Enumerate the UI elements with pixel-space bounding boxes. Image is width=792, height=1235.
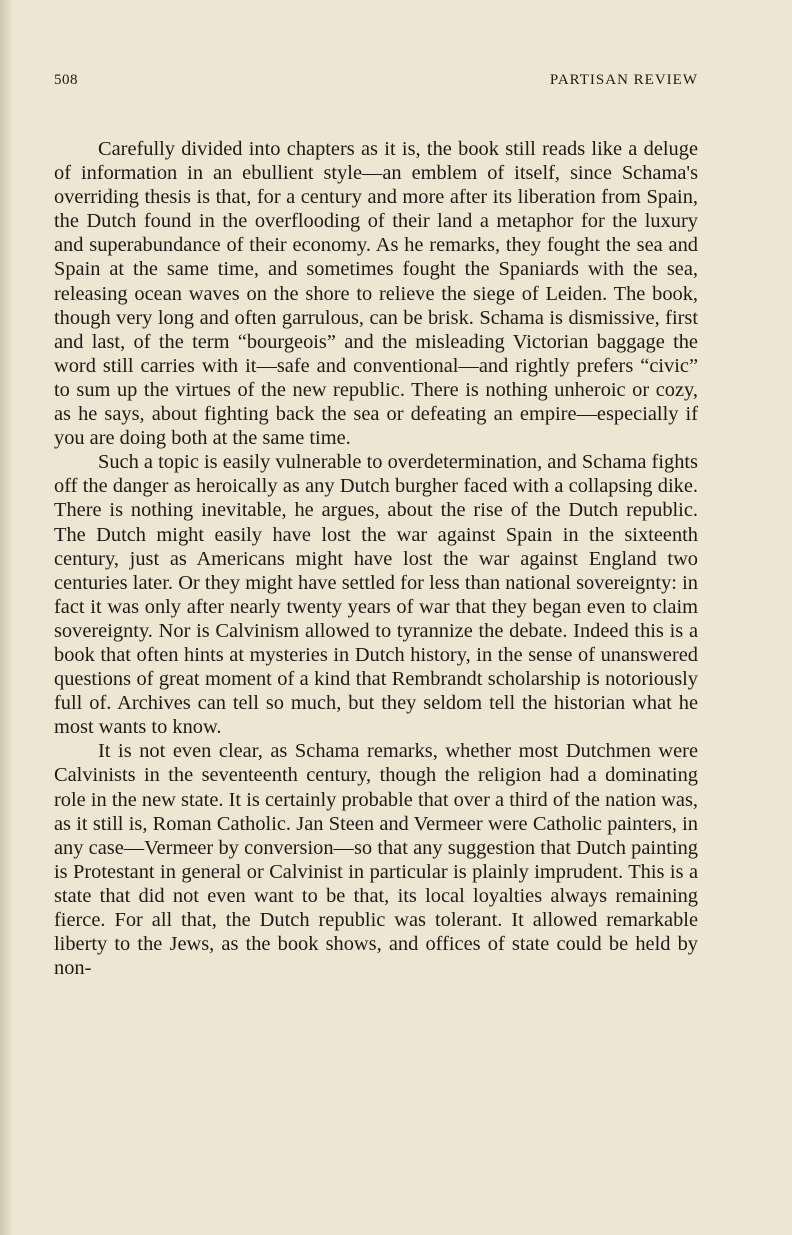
paragraph: Such a topic is easily vulnerable to overdetermination, and Schama fights off the danger as heroically as any Dutch burgher faced with a collapsing dike. There is nothing inevitable, he argues, about the rise of the Dutch republic. The Dutch might easily have lost the war against Spain in the sixteenth century, just as Americans might have lost the war against England two centuries later. Or they might have settled for less than national sovereignty: in fact it was only after nearly twenty years of war that they began even to claim sovereignty. Nor is Calvinism allowed to tyrannize the debate. Indeed this is a book that often hints at mysteries in Dutch history, in the sense of unanswered questions of great moment of a kind that Rembrandt scholarship is notoriously full of. Archives can tell so much, but they seldom tell the historian what he most wants to know.: [54, 451, 698, 739]
paragraph: Carefully divided into chapters as it is, the book still reads like a deluge of information in an ebullient style—an emblem of itself, since Schama's overriding thesis is that, for a century and more after its liberation from Spain, the Dutch found in the overflooding of their land a metaphor for the luxury and superabundance of their economy. As he remarks, they fought the sea and Spain at the same time, and sometimes fought the Spaniards with the sea, releasing ocean waves on the shore to relieve the siege of Leiden. The book, though very long and often garrulous, can be brisk. Schama is dismissive, first and last, of the term “bourgeois” and the misleading Victorian baggage the word still carries with it—safe and conventional—and rightly prefers “civic” to sum up the virtues of the new republic. There is nothing unheroic or cozy, as he says, about fighting back the sea or defeating an empire—especially if you are doing both at the same time.: [54, 138, 698, 450]
article-body: [54, 137, 698, 980]
page-number: 508: [54, 72, 78, 88]
paragraph: It is not even clear, as Schama remarks, whether most Dutchmen were Calvinists in the seventeenth century, though the religion had a dominating role in the new state. It is certainly probable that over a third of the nation was, as it still is, Roman Catholic. Jan Steen and Vermeer were Catholic painters, in any case—Vermeer by conversion—so that any suggestion that Dutch painting is Protestant in general or Calvinist in particular is plainly imprudent. This is a state that did not even want to be that, its local loyalties always remaining fierce. For all that, the Dutch republic was tolerant. It allowed remarkable liberty to the Jews, as the book shows, and offices of state could be held by non-: [54, 740, 698, 980]
journal-title: PARTISAN REVIEW: [549, 72, 698, 88]
page-gutter-shadow: [0, 0, 14, 1235]
running-head: [54, 72, 698, 94]
